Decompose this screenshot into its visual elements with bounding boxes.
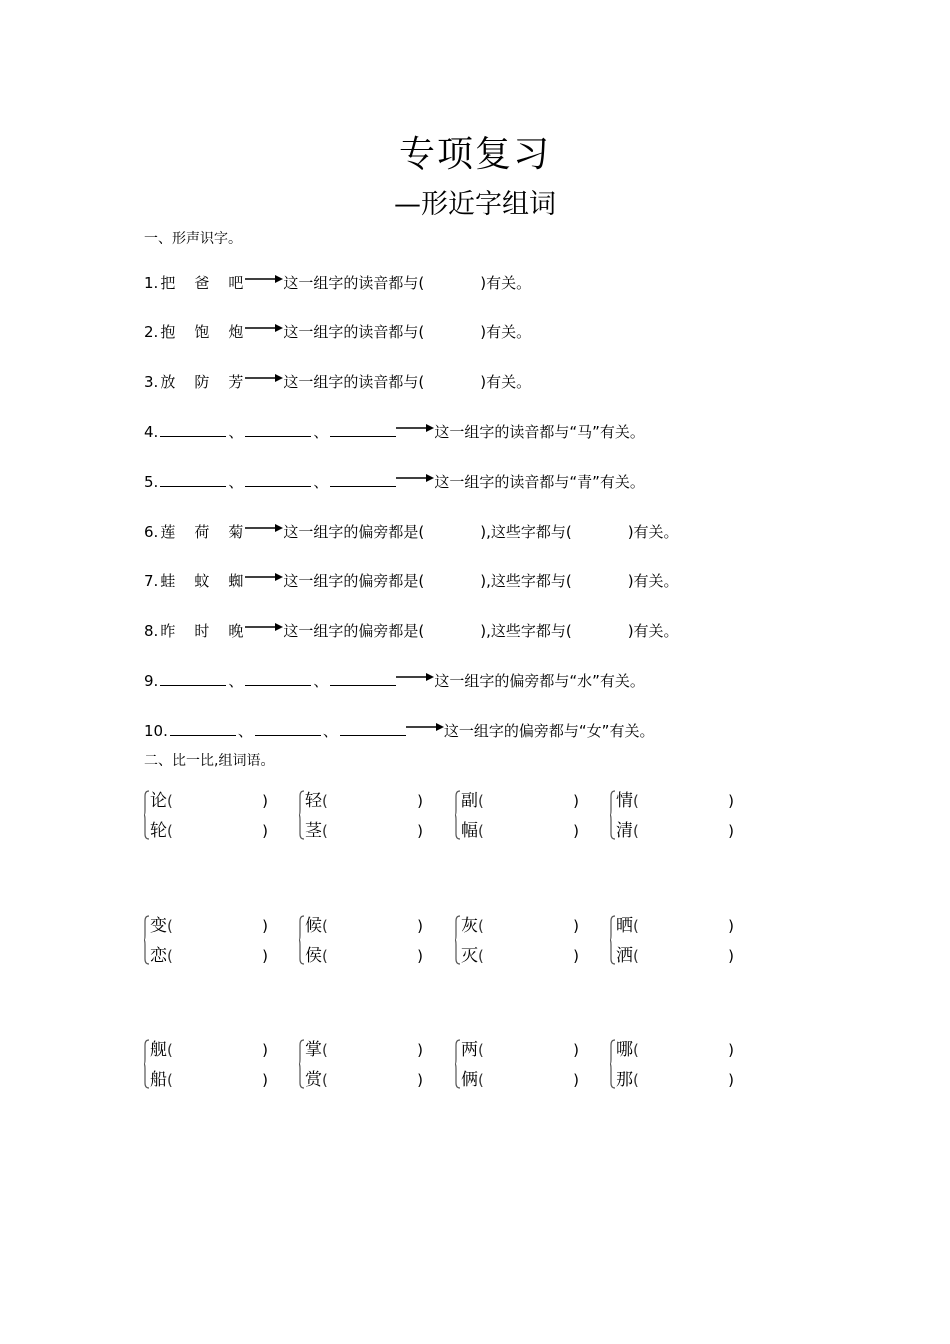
answer-blank[interactable] [160,671,226,686]
section-1-heading: 一、形声识字。 [144,231,242,247]
close-paren: ) [417,917,423,935]
question-number: 7. [144,572,159,590]
separator: 、 [228,423,244,441]
pair-char: 清 [616,821,633,841]
close-paren: ) [573,1041,579,1059]
pair-char: 灰 [461,916,478,936]
pair-char: 船 [150,1070,167,1090]
word-pair-line [616,943,734,969]
pair-char: 俩 [461,1070,478,1090]
answer-blank[interactable] [170,721,236,736]
open-paren: ( [633,917,639,935]
separator: 、 [313,423,329,441]
question-text: )有关。 [627,622,679,640]
question-number: 2. [144,323,159,341]
question-10 [144,720,654,742]
word-pair-line [305,913,423,939]
word-pair [455,913,585,969]
pair-char: 情 [616,791,633,811]
word-pair [299,913,429,969]
close-paren: ) [262,822,268,840]
close-paren: ) [728,1041,734,1059]
open-paren: ( [478,792,484,810]
pair-char: 哪 [616,1040,633,1060]
answer-blank[interactable] [330,671,396,686]
pair-char: 变 [150,916,167,936]
char: 时 [194,622,210,640]
close-paren: ) [417,947,423,965]
question-number: 5. [144,473,159,491]
char: 放 [160,373,176,391]
open-paren: ( [478,822,484,840]
close-paren: ) [728,1071,734,1089]
open-paren: ( [322,1071,328,1089]
arrow-icon [245,274,283,284]
question-text: 这一组字的偏旁都是( [283,523,425,541]
word-pair-line [616,818,734,844]
open-paren: ( [633,1041,639,1059]
question-text: 这一组字的读音都与 [434,473,570,491]
separator: 、 [313,672,329,690]
open-paren: ( [633,1071,639,1089]
close-paren: ) [262,947,268,965]
open-paren: ( [478,917,484,935]
word-pair-line [305,943,423,969]
question-text: ),这些字都与( [480,572,572,590]
pair-char: 洒 [616,946,633,966]
page-title: 专项复习 [398,134,551,175]
word-pair-line [461,1067,579,1093]
question-7 [144,570,679,592]
question-8 [144,620,679,642]
char: 把 [160,274,176,292]
question-6 [144,521,679,543]
char: 莲 [160,523,176,541]
question-text: )有关。 [627,523,679,541]
word-pair-line [150,788,268,814]
word-pair-line [616,1067,734,1093]
char: 晚 [228,622,244,640]
separator: 、 [228,473,244,491]
word-pair [610,788,740,844]
question-text: )有关。 [480,274,532,292]
close-paren: ) [262,1071,268,1089]
question-text: “马”有关。 [569,423,645,441]
word-pair-line [150,943,268,969]
pair-char: 赏 [305,1070,322,1090]
arrow-icon [245,572,283,582]
separator: 、 [313,473,329,491]
arrow-icon [396,672,434,682]
word-pair [144,788,274,844]
question-text: “青”有关。 [569,473,645,491]
arrow-icon [245,622,283,632]
answer-blank[interactable] [245,671,311,686]
word-pair-line [616,788,734,814]
char: 炮 [228,323,244,341]
word-pair-line [616,1037,734,1063]
close-paren: ) [262,1041,268,1059]
question-number: 9. [144,672,159,690]
pair-char: 轻 [305,791,322,811]
answer-blank[interactable] [160,422,226,437]
open-paren: ( [167,1041,173,1059]
open-paren: ( [167,1071,173,1089]
close-paren: ) [262,917,268,935]
open-paren: ( [322,792,328,810]
question-text: )有关。 [627,572,679,590]
separator: 、 [322,722,338,740]
question-9 [144,670,645,692]
question-5 [144,471,645,493]
question-number: 1. [144,274,159,292]
word-pair [610,913,740,969]
answer-blank[interactable] [330,472,396,487]
word-pair-line [150,1037,268,1063]
question-text: )有关。 [480,373,532,391]
open-paren: ( [633,792,639,810]
arrow-icon [396,473,434,483]
pair-char: 灭 [461,946,478,966]
word-pair-line [305,1067,423,1093]
close-paren: ) [262,792,268,810]
pair-char: 幅 [461,821,478,841]
open-paren: ( [478,1041,484,1059]
separator: 、 [237,722,253,740]
word-pair-line [150,1067,268,1093]
word-pair-line [461,788,579,814]
word-pair-line [461,818,579,844]
pair-char: 那 [616,1070,633,1090]
question-text: 这一组字的偏旁都是( [283,622,425,640]
answer-blank[interactable] [255,721,321,736]
char: 抱 [160,323,176,341]
word-pair-line [150,818,268,844]
word-pair-line [150,913,268,939]
close-paren: ) [573,947,579,965]
word-pair [610,1037,740,1093]
open-paren: ( [633,947,639,965]
pair-char: 轮 [150,821,167,841]
question-number: 8. [144,622,159,640]
word-pair-line [616,913,734,939]
close-paren: ) [728,822,734,840]
close-paren: ) [573,822,579,840]
pair-char: 茎 [305,821,322,841]
pair-char: 恋 [150,946,167,966]
close-paren: ) [728,947,734,965]
pair-char: 掌 [305,1040,322,1060]
char: 菊 [228,523,244,541]
close-paren: ) [417,792,423,810]
separator: 、 [228,672,244,690]
page-subtitle: —形近字组词 [394,189,556,220]
char: 蜘 [228,572,244,590]
word-pair-line [305,818,423,844]
close-paren: ) [417,822,423,840]
open-paren: ( [322,1041,328,1059]
close-paren: ) [573,917,579,935]
close-paren: ) [417,1071,423,1089]
open-paren: ( [167,947,173,965]
open-paren: ( [633,822,639,840]
question-text: ),这些字都与( [480,523,572,541]
char: 芳 [228,373,244,391]
question-number: 6. [144,523,159,541]
answer-blank[interactable] [245,472,311,487]
section-2-heading: 二、比一比,组词语。 [144,753,275,769]
pair-char: 侯 [305,946,322,966]
word-pair [455,1037,585,1093]
word-pair-line [461,943,579,969]
answer-blank[interactable] [340,721,406,736]
question-text: 这一组字的偏旁都是( [283,572,425,590]
question-text: )有关。 [480,323,532,341]
open-paren: ( [478,947,484,965]
arrow-icon [396,423,434,433]
pair-char: 晒 [616,916,633,936]
question-number: 4. [144,423,159,441]
char: 蛙 [160,572,176,590]
arrow-icon [245,523,283,533]
open-paren: ( [167,917,173,935]
char: 昨 [160,622,176,640]
question-text: “女”有关。 [578,722,655,740]
question-text: 这一组字的偏旁都与 [443,722,579,740]
answer-blank[interactable] [330,422,396,437]
pair-char: 候 [305,916,322,936]
char: 吧 [228,274,244,292]
question-number: 3. [144,373,159,391]
char: 饱 [194,323,210,341]
question-1 [144,272,531,294]
question-text: 这一组字的读音都与 [434,423,570,441]
word-pair [299,1037,429,1093]
char: 爸 [194,274,210,292]
char: 蚊 [194,572,210,590]
pair-char: 副 [461,791,478,811]
question-number: 10. [144,722,168,740]
pair-char: 舰 [150,1040,167,1060]
close-paren: ) [573,792,579,810]
word-pair [455,788,585,844]
question-text: 这一组字的读音都与( [283,274,425,292]
word-pair [144,913,274,969]
open-paren: ( [478,1071,484,1089]
arrow-icon [245,373,283,383]
question-4 [144,421,645,443]
open-paren: ( [167,822,173,840]
word-pair-line [461,1037,579,1063]
question-3 [144,371,531,393]
close-paren: ) [573,1071,579,1089]
close-paren: ) [417,1041,423,1059]
char: 荷 [194,523,210,541]
arrow-icon [406,722,444,732]
open-paren: ( [322,822,328,840]
question-text: 这一组字的读音都与( [283,323,425,341]
word-pair-line [305,1037,423,1063]
word-pair [144,1037,274,1093]
word-pair-line [461,913,579,939]
pair-char: 两 [461,1040,478,1060]
answer-blank[interactable] [160,472,226,487]
question-text: “水”有关。 [569,672,645,690]
open-paren: ( [322,947,328,965]
answer-blank[interactable] [245,422,311,437]
arrow-icon [245,323,283,333]
char: 防 [194,373,210,391]
word-pair-line [305,788,423,814]
question-text: 这一组字的偏旁都与 [434,672,570,690]
question-text: 这一组字的读音都与( [283,373,425,391]
question-2 [144,321,531,343]
close-paren: ) [728,917,734,935]
open-paren: ( [167,792,173,810]
question-text: ),这些字都与( [480,622,572,640]
close-paren: ) [728,792,734,810]
open-paren: ( [322,917,328,935]
word-pair [299,788,429,844]
pair-char: 论 [150,791,167,811]
